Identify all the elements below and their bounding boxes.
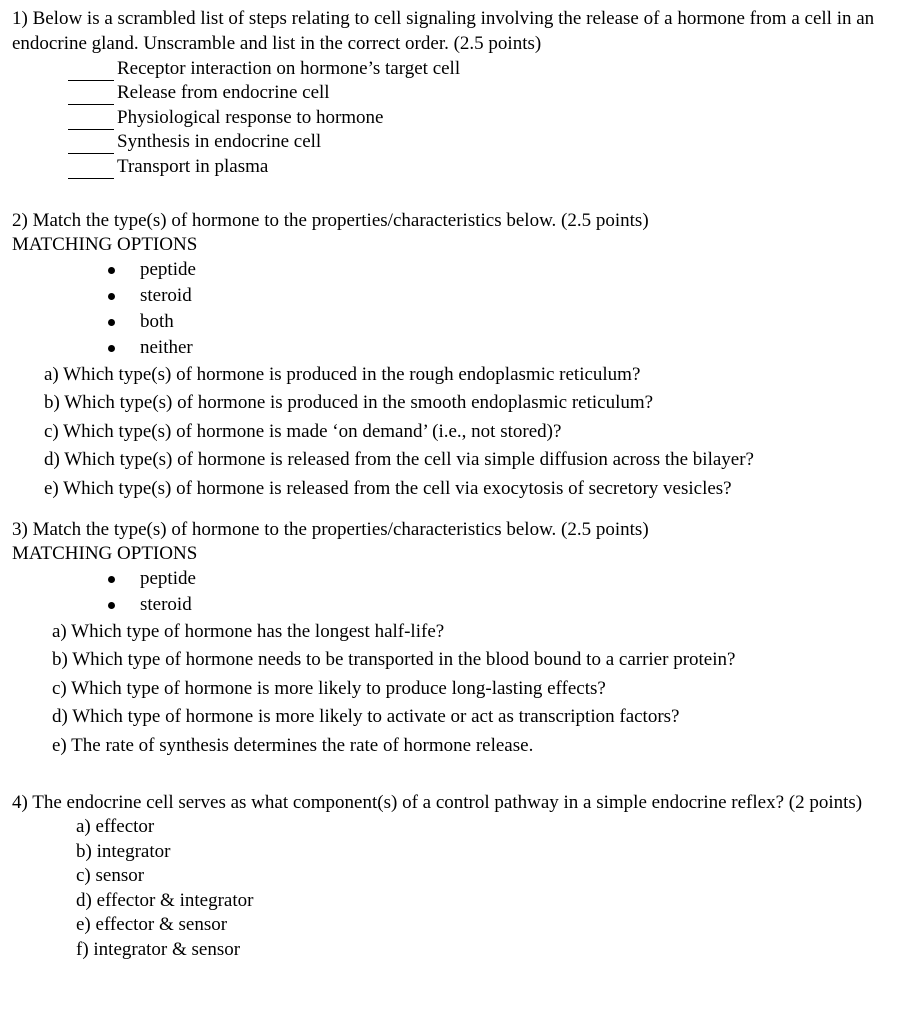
- question-4: [12, 790, 904, 963]
- sub-question: d) Which type(s) of hormone is released from the cell via simple diffusion across the bilayer?: [44, 449, 754, 471]
- question-3-items: [52, 618, 904, 760]
- question-4-title: 4) The endocrine cell serves as what component(s) of a control pathway in a simple endocrine reflex? (2 points): [12, 792, 863, 813]
- bullet-icon: [108, 345, 115, 352]
- answer-blank[interactable]: [68, 62, 114, 81]
- question-2-title: 2) Match the type(s) of hormone to the properties/characteristics below. (2.5 points): [12, 210, 649, 231]
- answer-blank[interactable]: [68, 111, 114, 130]
- bullet-icon: [108, 602, 115, 609]
- answer-blank[interactable]: [68, 160, 114, 179]
- step-label: Receptor interaction on hormone’s target cell: [117, 57, 461, 79]
- question-1: [12, 6, 904, 179]
- sub-question: a) Which type of hormone has the longest half-life?: [52, 621, 445, 642]
- sub-question: d) Which type of hormone is more likely to activate or act as transcription factors?: [52, 706, 680, 728]
- sub-question: b) Which type(s) of hormone is produced in the smooth endoplasmic reticulum?: [44, 392, 654, 414]
- answer-choice: f) integrator & sensor: [76, 938, 241, 960]
- question-1-title: 1) Below is a scrambled list of steps relating to cell signaling involving the release of a hormone from a cell in an endocrine gland. Unscramble and list in the correct order. (2.5 points): [12, 8, 875, 54]
- option-label: peptide: [140, 259, 196, 280]
- step-row: [68, 105, 904, 130]
- sub-question: c) Which type of hormone is more likely to produce long-lasting effects?: [52, 677, 606, 699]
- answer-choice: a) effector: [76, 816, 155, 837]
- option-item: [108, 566, 904, 592]
- step-label: Transport in plasma: [117, 155, 269, 177]
- step-label: Physiological response to hormone: [117, 106, 384, 128]
- matching-options-label: MATCHING OPTIONS: [12, 543, 198, 564]
- matching-options-list: [108, 566, 904, 618]
- sub-question: e) The rate of synthesis determines the rate of hormone release.: [52, 734, 534, 756]
- answer-blank[interactable]: [68, 135, 114, 154]
- answer-choice: b) integrator: [76, 840, 171, 862]
- question-2-items: [44, 361, 904, 503]
- question-4-choices: [76, 815, 904, 963]
- bullet-icon: [108, 293, 115, 300]
- option-label: both: [140, 311, 174, 332]
- option-label: peptide: [140, 568, 196, 589]
- sub-question: c) Which type(s) of hormone is made ‘on demand’ (i.e., not stored)?: [44, 420, 562, 442]
- option-label: steroid: [140, 594, 192, 615]
- option-item: [108, 592, 904, 618]
- step-label: Release from endocrine cell: [117, 82, 330, 104]
- bullet-icon: [108, 576, 115, 583]
- answer-choice: c) sensor: [76, 865, 145, 887]
- step-row: [68, 130, 904, 155]
- sub-question: b) Which type of hormone needs to be transported in the blood bound to a carrier protein?: [52, 649, 736, 671]
- bullet-icon: [108, 319, 115, 326]
- option-item: [108, 283, 904, 309]
- sub-question: a) Which type(s) of hormone is produced in the rough endoplasmic reticulum?: [44, 364, 641, 385]
- answer-choice: e) effector & sensor: [76, 914, 228, 936]
- answer-choice: d) effector & integrator: [76, 889, 254, 911]
- question-3-title: 3) Match the type(s) of hormone to the properties/characteristics below. (2.5 points): [12, 519, 649, 540]
- bullet-icon: [108, 267, 115, 274]
- step-row: [68, 154, 904, 179]
- matching-options-list: [108, 257, 904, 361]
- option-item: [108, 257, 904, 283]
- option-label: steroid: [140, 285, 192, 306]
- option-label: neither: [140, 337, 193, 358]
- answer-blank[interactable]: [68, 86, 114, 105]
- step-label: Synthesis in endocrine cell: [117, 131, 322, 153]
- sub-question: e) Which type(s) of hormone is released from the cell via exocytosis of secretory vesicles?: [44, 477, 732, 499]
- question-1-steps: [68, 56, 904, 179]
- step-row: [68, 56, 904, 81]
- matching-options-label: MATCHING OPTIONS: [12, 234, 198, 255]
- step-row: [68, 81, 904, 106]
- question-2: [12, 208, 904, 503]
- question-3: [12, 517, 904, 760]
- option-item: [108, 335, 904, 361]
- option-item: [108, 309, 904, 335]
